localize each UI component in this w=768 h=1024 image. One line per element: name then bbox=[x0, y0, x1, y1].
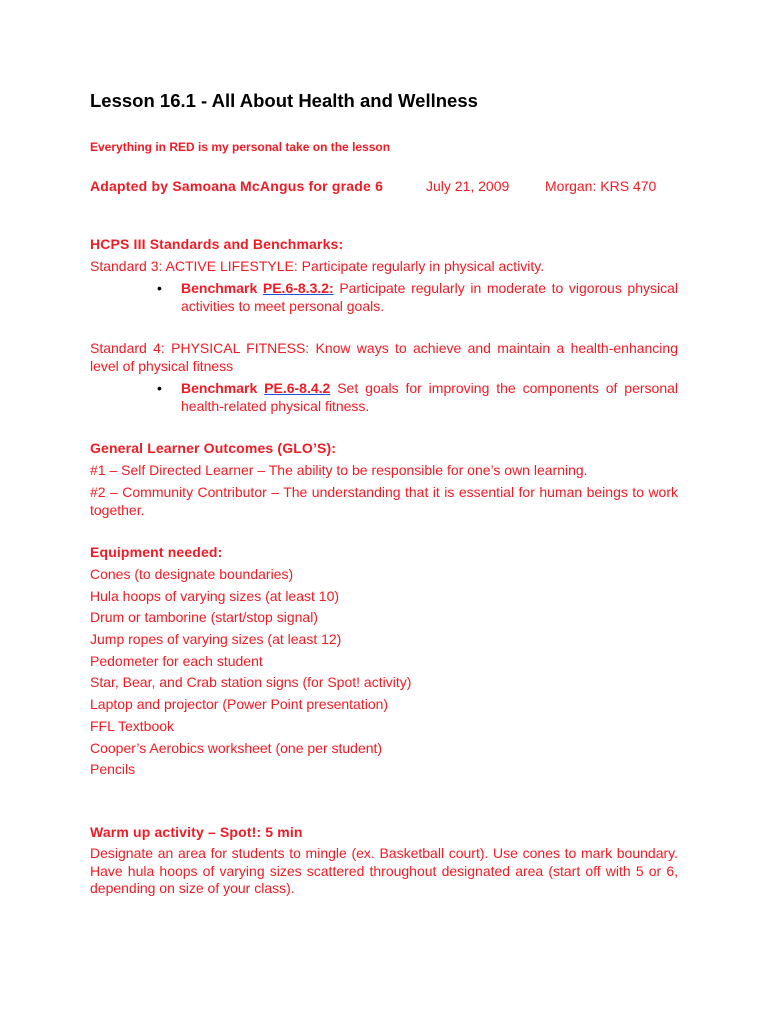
warmup-text: Designate an area for students to mingle (ex. Basketball court). Use cones to mark boundary. Have hula hoops of varying sizes scattered throughout designated area (start off with 5 or 6, depending on size of your class). bbox=[90, 845, 678, 896]
equipment-heading: Equipment needed: bbox=[90, 544, 223, 560]
bullet-icon: • bbox=[157, 380, 162, 396]
benchmark-label: Benchmark bbox=[181, 380, 258, 396]
list-item: Laptop and projector (Power Point presentation) bbox=[90, 696, 389, 713]
benchmark-code-link[interactable]: PE.6-8.3.2: bbox=[262, 280, 334, 296]
glos-heading: General Learner Outcomes (GLO’S): bbox=[90, 440, 337, 456]
list-item: Cooper’s Aerobics worksheet (one per student) bbox=[90, 739, 383, 756]
glo-item-1: #1 – Self Directed Learner – The ability to be responsible for one’s own learning. bbox=[90, 462, 588, 478]
list-item: Star, Bear, and Crab station signs (for Spot! activity) bbox=[90, 674, 412, 691]
standard-3-text: Standard 3: ACTIVE LIFESTYLE: Participate regularly in physical activity. bbox=[90, 258, 545, 274]
list-item: Pedometer for each student bbox=[90, 652, 263, 669]
benchmark-text: Set goals for improving the components of personal health-related physical fitness. bbox=[181, 380, 679, 414]
benchmark-4 bbox=[157, 380, 679, 415]
benchmark-text: Participate regularly in moderate to vigorous physical activities to meet personal goals. bbox=[181, 280, 678, 314]
benchmark-3 bbox=[157, 280, 678, 315]
glo-item-2: #2 – Community Contributor – The understanding that it is essential for human beings to work together. bbox=[90, 484, 678, 518]
bullet-icon: • bbox=[157, 280, 162, 296]
standards-heading: HCPS III Standards and Benchmarks: bbox=[90, 236, 344, 252]
list-item: Cones (to designate boundaries) bbox=[90, 566, 294, 582]
warmup-heading: Warm up activity – Spot!: 5 min bbox=[90, 824, 303, 840]
benchmark-code-link[interactable]: PE.6-8.4.2 bbox=[264, 380, 331, 396]
lesson-date: July 21, 2009 bbox=[426, 178, 510, 194]
personal-note: Everything in RED is my personal take on the lesson bbox=[90, 140, 391, 154]
list-item: Jump ropes of varying sizes (at least 12) bbox=[90, 631, 342, 648]
lesson-title: Lesson 16.1 - All About Health and Wellness bbox=[90, 90, 478, 111]
list-item: Drum or tamborine (start/stop signal) bbox=[90, 609, 318, 626]
list-item: FFL Textbook bbox=[90, 717, 175, 734]
list-item: Pencils bbox=[90, 761, 136, 778]
equipment-list bbox=[90, 566, 678, 783]
adapted-by: Adapted by Samoana McAngus for grade 6 bbox=[90, 178, 384, 194]
benchmark-label: Benchmark bbox=[181, 280, 258, 296]
course-code: Morgan: KRS 470 bbox=[545, 178, 657, 194]
standard-4-text: Standard 4: PHYSICAL FITNESS: Know ways to achieve and maintain a health-enhancing level of physical fitness bbox=[90, 340, 678, 374]
list-item: Hula hoops of varying sizes (at least 10) bbox=[90, 587, 340, 604]
